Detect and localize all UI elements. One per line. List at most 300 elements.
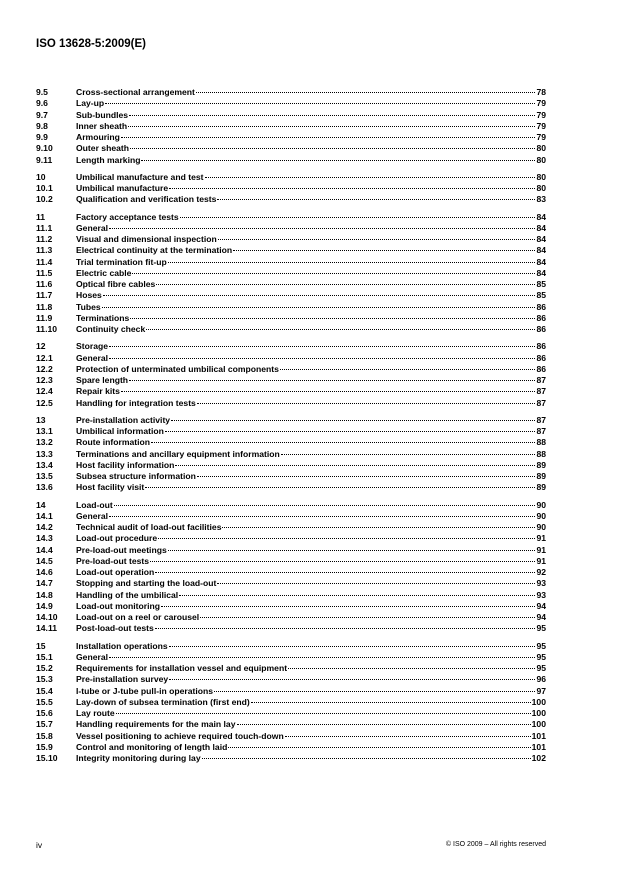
table-of-contents [36,87,546,770]
toc-entry-number: 14.1 [36,510,53,521]
toc-entry-page: 84 [536,267,546,278]
toc-entry[interactable] [36,415,546,426]
toc-entry[interactable] [36,121,546,132]
toc-entry-number: 14.6 [36,567,53,577]
toc-entry-title: Length marking [76,154,141,165]
toc-entry[interactable] [36,545,546,556]
toc-entry-number: 15 [36,640,46,651]
toc-section-group [36,415,546,494]
toc-dot-leader [222,527,535,528]
toc-entry[interactable] [36,302,546,313]
toc-entry-title-wrap [76,500,536,511]
toc-dot-leader [128,126,535,127]
toc-entry[interactable] [36,449,546,460]
toc-dot-leader [109,657,535,658]
toc-entry[interactable] [36,234,546,245]
toc-entry[interactable] [36,482,546,493]
toc-section-group [36,172,546,206]
toc-entry[interactable] [36,290,546,301]
toc-entry-page: 84 [536,245,546,256]
toc-entry-page: 85 [536,290,546,301]
toc-entry-page: 92 [536,567,546,577]
toc-entry-title-wrap [76,341,536,352]
toc-entry-page: 86 [536,352,546,363]
toc-dot-leader [168,550,536,551]
toc-entry-page: 80 [536,143,546,154]
toc-entry-title-wrap [76,302,536,313]
toc-entry-page: 79 [536,132,546,142]
toc-entry-number: 10.2 [36,194,53,205]
toc-entry-title-wrap [76,245,536,256]
toc-entry-title-wrap [76,708,532,719]
toc-entry[interactable] [36,623,546,634]
toc-entry-title: Umbilical manufacture and test [76,171,204,182]
toc-entry-title-wrap [76,753,532,764]
toc-entry-title-wrap [76,449,536,460]
toc-entry-title: Lay-down of subsea termination (first end) [76,696,250,707]
toc-section-group [36,212,546,336]
toc-entry-page: 87 [536,386,546,397]
toc-entry-title: Terminations and ancillary equipment information [76,448,280,459]
toc-entry-page: 80 [536,171,546,182]
toc-entry[interactable] [36,601,546,612]
toc-dot-leader [169,188,535,189]
toc-entry-title: Lay-up [76,98,105,109]
toc-dot-leader [218,239,536,240]
toc-entry-number: 11.5 [36,267,53,278]
toc-entry-title: Optical fibre cables [76,279,156,289]
toc-dot-leader [114,505,536,506]
toc-entry-title-wrap [76,143,536,154]
toc-entry-number: 9.11 [36,154,53,165]
toc-entry[interactable] [36,194,546,205]
toc-entry-number: 11.7 [36,290,53,301]
toc-dot-leader [109,346,535,347]
toc-entry-title: Hoses [76,290,102,301]
toc-entry-page: 91 [536,544,546,555]
toc-entry-number: 9.7 [36,109,48,120]
toc-section-group [36,87,546,166]
toc-entry[interactable] [36,110,546,121]
toc-entry-title-wrap [76,482,536,493]
toc-entry-title: Electrical continuity at the termination [76,245,233,256]
toc-entry-page: 96 [536,674,546,685]
toc-entry[interactable] [36,324,546,335]
toc-entry-title-wrap [76,652,536,663]
toc-entry[interactable] [36,386,546,397]
toc-dot-leader [288,668,535,669]
toc-entry-number: 15.8 [36,730,53,741]
toc-dot-leader [228,747,530,748]
toc-dot-leader [129,380,535,381]
toc-entry-title: Factory acceptance tests [76,211,179,222]
toc-dot-leader [233,250,535,251]
toc-entry-title: General [76,352,109,363]
toc-dot-leader [129,115,535,116]
toc-dot-leader [171,420,535,421]
toc-entry[interactable] [36,500,546,511]
toc-dot-leader [130,318,535,319]
toc-dot-leader [109,358,535,359]
toc-entry-title: Load-out operation [76,567,155,577]
toc-entry-title-wrap [76,398,536,409]
toc-entry-title-wrap [76,386,536,397]
toc-dot-leader [105,103,535,104]
toc-entry-page: 86 [536,301,546,312]
toc-entry[interactable] [36,567,546,578]
toc-entry-page: 95 [536,623,546,634]
page-number: iv [36,840,43,850]
toc-entry[interactable] [36,590,546,601]
toc-entry-number: 11 [36,211,46,222]
toc-entry[interactable] [36,398,546,409]
toc-entry-page: 89 [536,471,546,481]
toc-entry-page: 88 [536,437,546,448]
toc-entry[interactable] [36,731,546,742]
toc-entry-title-wrap [76,471,536,482]
toc-dot-leader [103,295,536,296]
toc-entry[interactable] [36,719,546,730]
toc-dot-leader [197,476,536,477]
toc-entry-number: 12.5 [36,397,53,408]
toc-entry-number: 9.6 [36,98,48,109]
toc-entry-title-wrap [76,155,536,166]
toc-entry[interactable] [36,641,546,652]
toc-entry-page: 87 [536,375,546,385]
toc-entry-number: 15.4 [36,685,53,696]
toc-entry-number: 14.8 [36,589,53,600]
toc-entry-title-wrap [76,98,536,109]
toc-section-group [36,641,546,765]
toc-entry-number: 11.4 [36,256,53,267]
toc-entry[interactable] [36,460,546,471]
toc-entry-page: 100 [531,719,546,730]
toc-entry[interactable] [36,172,546,183]
toc-entry-title: Load-out on a reel or carousel [76,612,200,622]
toc-dot-leader [155,628,536,629]
toc-dot-leader [205,177,536,178]
toc-entry-title: Host facility visit [76,482,145,493]
toc-entry-number: 14.2 [36,522,53,532]
toc-entry[interactable] [36,155,546,166]
toc-entry-page: 87 [536,426,546,436]
toc-dot-leader [200,617,535,618]
toc-dot-leader [130,148,535,149]
toc-entry-number: 13.4 [36,459,53,470]
toc-entry[interactable] [36,742,546,753]
toc-entry-title: Vessel positioning to achieve required touch-down [76,730,284,741]
toc-entry-title-wrap [76,545,536,556]
toc-entry-page: 78 [536,87,546,97]
toc-entry-title-wrap [76,234,536,245]
toc-entry-title: I-tube or J-tube pull-in operations [76,685,214,696]
toc-entry-number: 15.2 [36,663,53,673]
toc-entry-page: 87 [536,414,546,425]
toc-entry-title: Load-out [76,499,113,510]
toc-entry[interactable] [36,341,546,352]
toc-entry-title: Integrity monitoring during lay [76,753,201,763]
toc-entry[interactable] [36,353,546,364]
toc-entry-number: 14 [36,499,46,510]
toc-entry-title: Requirements for installation vessel and equipment [76,663,288,673]
toc-entry-page: 94 [536,600,546,611]
document-header: ISO 13628-5:2009(E) [36,38,146,50]
toc-entry-title-wrap [76,674,536,685]
toc-entry-page: 95 [536,663,546,673]
toc-entry[interactable] [36,257,546,268]
toc-entry[interactable] [36,753,546,764]
toc-entry[interactable] [36,556,546,567]
toc-section-group [36,341,546,409]
toc-entry-page: 91 [536,555,546,566]
toc-entry-title: Subsea structure information [76,471,196,481]
toc-entry[interactable] [36,708,546,719]
toc-dot-leader [179,595,535,596]
toc-entry[interactable] [36,183,546,194]
toc-entry-number: 14.9 [36,600,53,611]
toc-entry-page: 87 [536,397,546,408]
toc-entry[interactable] [36,212,546,223]
toc-entry-title-wrap [76,172,536,183]
toc-entry-page: 80 [536,154,546,165]
toc-entry-number: 15.6 [36,708,53,718]
toc-entry-page: 102 [531,753,546,763]
toc-entry-title: Route information [76,437,150,448]
toc-dot-leader [237,724,531,725]
toc-entry-title-wrap [76,223,536,234]
toc-entry-title-wrap [76,324,536,335]
toc-dot-leader [161,606,535,607]
toc-dot-leader [214,691,535,692]
toc-entry-title: Handling requirements for the main lay [76,719,236,730]
toc-dot-leader [146,329,535,330]
toc-dot-leader [102,307,536,308]
toc-dot-leader [175,465,535,466]
toc-entry-number: 11.10 [36,324,58,334]
toc-dot-leader [156,284,535,285]
toc-entry-title-wrap [76,567,536,578]
toc-entry-title-wrap [76,415,536,426]
toc-entry-number: 13.5 [36,471,53,481]
toc-dot-leader [217,583,535,584]
toc-entry[interactable] [36,426,546,437]
toc-entry-number: 15.7 [36,719,53,730]
toc-entry[interactable] [36,313,546,324]
toc-dot-leader [150,561,535,562]
toc-entry-title-wrap [76,601,536,612]
toc-entry-title: Technical audit of load-out facilities [76,522,222,532]
toc-entry[interactable] [36,471,546,482]
toc-entry-number: 15.1 [36,651,53,662]
toc-entry-page: 97 [536,685,546,696]
toc-entry-title: Qualification and verification tests [76,194,217,205]
toc-dot-leader [281,454,536,455]
toc-entry-title-wrap [76,132,536,143]
toc-entry[interactable] [36,686,546,697]
toc-entry-title-wrap [76,257,536,268]
toc-entry-title: Handling of the umbilical [76,589,179,600]
toc-entry-page: 89 [536,459,546,470]
toc-entry-page: 91 [536,533,546,544]
toc-entry-title-wrap [76,663,536,674]
toc-entry-title: Installation operations [76,640,168,651]
toc-dot-leader [151,442,535,443]
toc-dot-leader [116,713,531,714]
toc-entry-page: 86 [536,363,546,374]
toc-entry[interactable] [36,375,546,386]
toc-entry-number: 14.11 [36,623,58,634]
toc-entry[interactable] [36,652,546,663]
toc-entry-title-wrap [76,353,536,364]
toc-entry-number: 9.5 [36,87,48,97]
toc-entry-number: 12.4 [36,386,53,397]
toc-entry[interactable] [36,674,546,685]
toc-entry[interactable] [36,98,546,109]
toc-entry-page: 80 [536,183,546,193]
toc-entry-title-wrap [76,719,532,730]
toc-dot-leader [217,199,535,200]
toc-entry-number: 12.1 [36,352,53,363]
toc-dot-leader [197,403,536,404]
toc-entry-title: Stopping and starting the load-out [76,578,217,589]
toc-entry-title-wrap [76,511,536,522]
toc-section-group [36,500,546,635]
toc-entry-number: 12.3 [36,375,53,385]
toc-entry-number: 12.2 [36,363,53,374]
toc-entry-title: Umbilical information [76,426,164,436]
toc-entry-title-wrap [76,533,536,544]
toc-dot-leader [109,516,535,517]
toc-entry-page: 79 [536,98,546,109]
toc-entry-page: 101 [531,741,546,752]
toc-entry-page: 84 [536,211,546,222]
toc-entry-title: Repair kits [76,386,120,397]
toc-entry-title: Trial termination fit-up [76,256,167,267]
copyright-notice: © ISO 2009 – All rights reserved [445,841,546,848]
toc-entry-title: Protection of unterminated umbilical components [76,363,279,374]
toc-entry-number: 14.4 [36,544,53,555]
toc-entry-page: 93 [536,589,546,600]
toc-entry-page: 95 [536,651,546,662]
toc-dot-leader [169,646,536,647]
toc-entry-title: Pre-load-out tests [76,555,150,566]
toc-entry-page: 89 [536,482,546,493]
toc-dot-leader [109,228,535,229]
toc-dot-leader [285,736,531,737]
toc-entry[interactable] [36,437,546,448]
toc-entry[interactable] [36,143,546,154]
toc-entry-title: Sub-bundles [76,109,129,120]
toc-entry-number: 14.7 [36,578,53,589]
toc-dot-leader [145,487,535,488]
toc-entry-title: Load-out monitoring [76,600,161,611]
toc-entry-page: 94 [536,612,546,622]
toc-entry-number: 12 [36,341,46,352]
toc-entry[interactable] [36,245,546,256]
toc-entry-page: 84 [536,234,546,244]
toc-entry-number: 13.6 [36,482,53,493]
toc-entry-title-wrap [76,279,536,290]
toc-entry-title-wrap [76,121,536,132]
toc-entry-page: 79 [536,120,546,131]
toc-entry-number: 10.1 [36,183,53,193]
toc-entry[interactable] [36,522,546,533]
toc-entry-number: 13.3 [36,448,53,459]
toc-entry-number: 13.1 [36,426,53,436]
toc-entry[interactable] [36,533,546,544]
toc-entry-number: 9.10 [36,143,53,154]
toc-entry-title-wrap [76,426,536,437]
toc-entry-title: Electric cable [76,267,132,278]
toc-entry[interactable] [36,268,546,279]
toc-entry[interactable] [36,132,546,143]
toc-entry[interactable] [36,697,546,708]
toc-entry-number: 14.5 [36,555,53,566]
toc-entry-title-wrap [76,686,536,697]
toc-entry[interactable] [36,663,546,674]
toc-entry-title: Storage [76,341,108,352]
toc-entry-number: 13.2 [36,437,53,448]
toc-entry-number: 15.10 [36,753,58,763]
toc-entry-title: Armouring [76,132,120,142]
toc-entry-title: Tubes [76,301,101,312]
toc-entry[interactable] [36,612,546,623]
toc-entry-page: 86 [536,341,546,352]
toc-dot-leader [121,137,536,138]
toc-entry-title-wrap [76,641,536,652]
toc-entry-number: 11.2 [36,234,53,244]
toc-entry-title: Load-out procedure [76,533,158,544]
toc-entry-title-wrap [76,375,536,386]
toc-entry-number: 9.9 [36,132,48,142]
toc-entry-title-wrap [76,437,536,448]
toc-entry-number: 11.3 [36,245,53,256]
toc-entry-page: 90 [536,510,546,521]
toc-entry-title: Pre-load-out meetings [76,544,167,555]
toc-entry[interactable] [36,578,546,589]
toc-dot-leader [141,160,535,161]
toc-entry-page: 100 [531,708,546,718]
toc-entry-title-wrap [76,460,536,471]
toc-entry-title: Umbilical manufacture [76,183,169,193]
toc-entry[interactable] [36,364,546,375]
toc-entry-title: Continuity check [76,324,146,334]
toc-dot-leader [196,92,536,93]
toc-entry-title-wrap [76,110,536,121]
toc-entry-title-wrap [76,556,536,567]
toc-dot-leader [251,702,531,703]
toc-entry-number: 15.3 [36,674,53,685]
toc-entry-page: 83 [536,194,546,205]
toc-entry-title: Terminations [76,312,130,323]
toc-entry-title: Control and monitoring of length laid [76,741,228,752]
toc-entry-page: 100 [531,696,546,707]
toc-entry-title-wrap [76,731,532,742]
toc-entry-title: General [76,651,109,662]
toc-entry-number: 13 [36,414,46,425]
toc-entry[interactable] [36,279,546,290]
toc-entry-number: 14.10 [36,612,58,622]
toc-entry-number: 15.9 [36,741,53,752]
toc-entry-title: Pre-installation survey [76,674,169,685]
toc-entry-page: 84 [536,222,546,233]
toc-entry[interactable] [36,223,546,234]
toc-entry-title-wrap [76,697,532,708]
toc-entry[interactable] [36,511,546,522]
toc-entry-page: 93 [536,578,546,589]
toc-dot-leader [169,679,535,680]
toc-entry[interactable] [36,87,546,98]
